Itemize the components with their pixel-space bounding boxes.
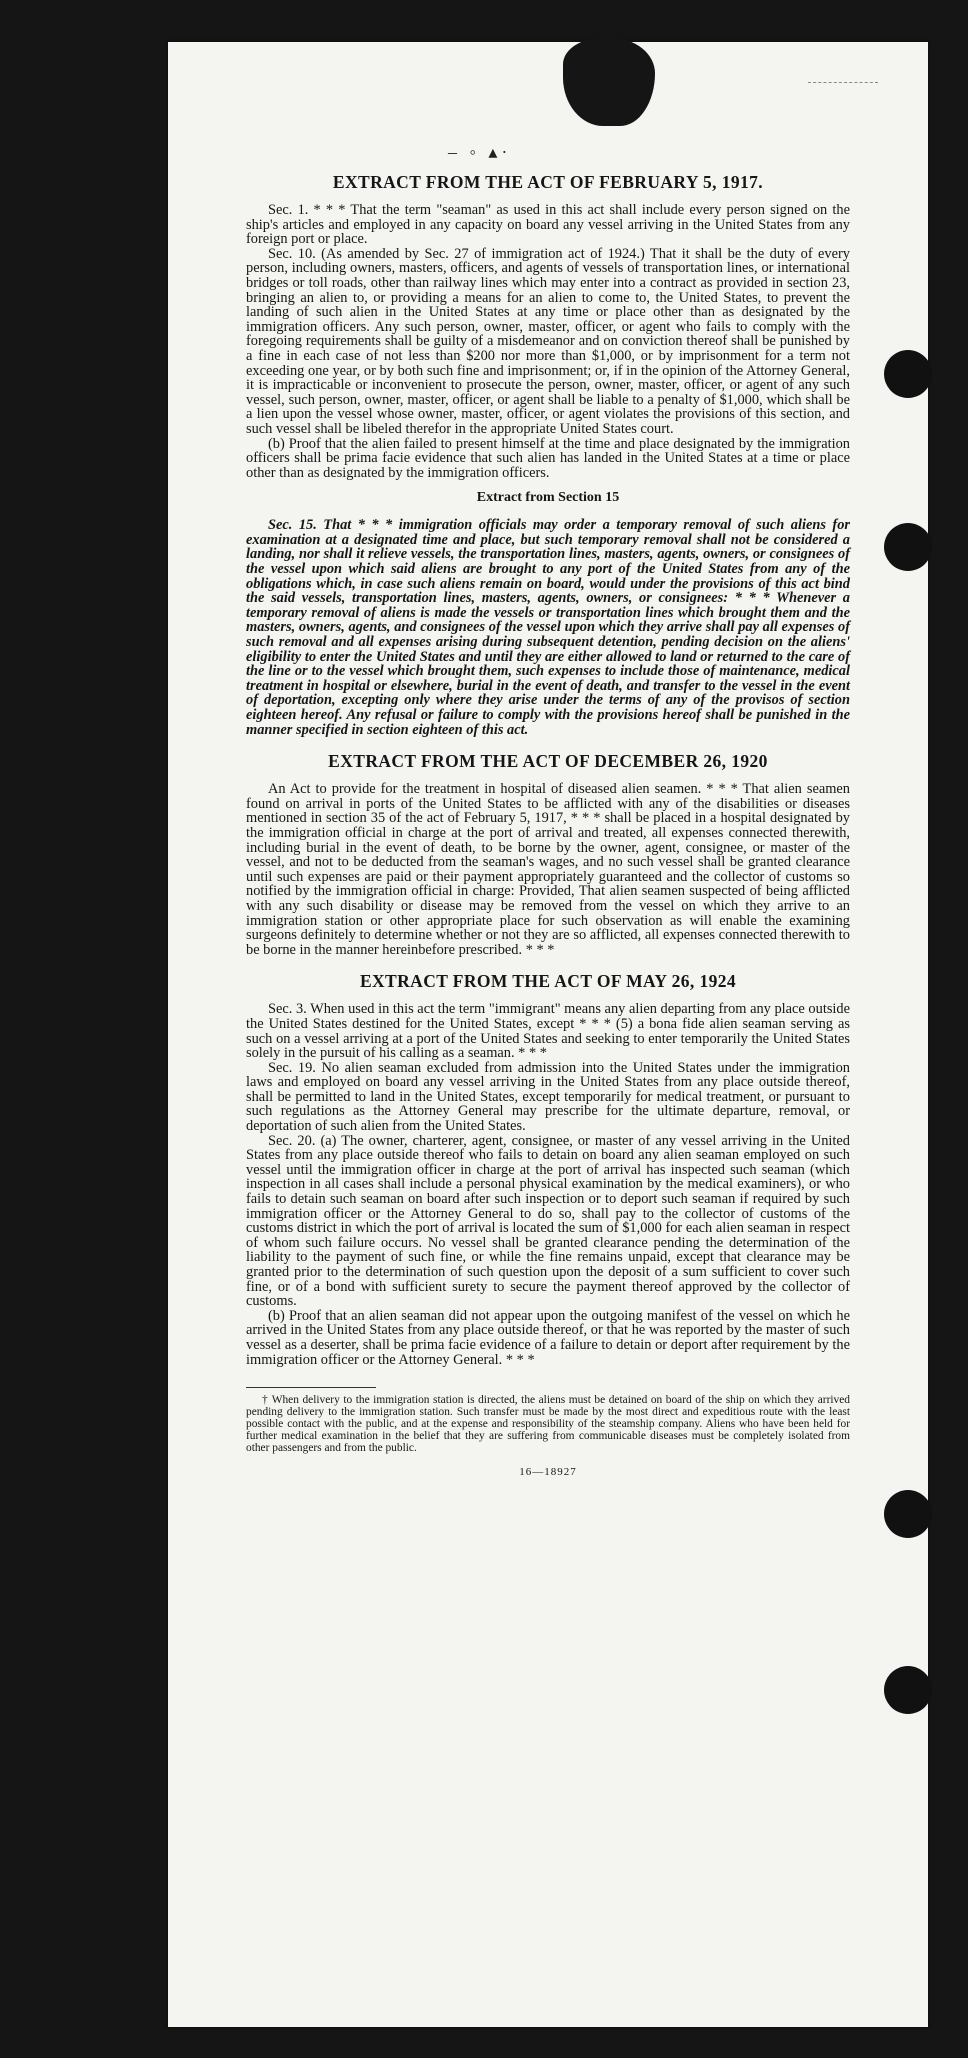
document-page [168,42,928,2027]
paragraph: Sec. 10. (As amended by Sec. 27 of immigration act of 1924.) That it shall be the duty of every person, including owners, masters, officers, and agents of vessels of transportation lines, or international bridges or toll roads, other than railway lines which may enter into a contract as provided in section 23, bringing an alien to, or providing a means for an alien to come to, the United States, to prevent the landing of such alien in the United States at any time or place other than as designated by the immigration officers. Any such person, owner, master, officer, or agent who fails to comply with the foregoing requirements shall be guilty of a misdemeanor and on conviction thereof shall be punished by a fine in each case of not less than $200 nor more than $1,000, or by imprisonment for a term not exceeding one year, or by both such fine and imprisonment; or, if in the opinion of the Attorney General, it is impracticable or inconvenient to prosecute the person, owner, master, officer, or agent of any such vessel, such person, owner, master, officer, or agent shall be liable to a penalty of $1,000, which shall be a lien upon the vessel whose owner, master, officer, or agent violates the provisions of this section, and such vessel shall be libeled therefor in the appropriate United States court. [246,245,850,437]
punch-hole [884,1666,932,1714]
document-body [246,172,850,1478]
section-heading: EXTRACT FROM THE ACT OF DECEMBER 26, 1920 [328,751,768,772]
section-heading: EXTRACT FROM THE ACT OF MAY 26, 1924 [359,971,737,992]
footnote: † When delivery to the immigration station is directed, the aliens must be detained on board of the ship on which they arrived pending delivery to the immigration station. Such transfer must be made by the most direct and expeditious route with the least possible contact with the public, and at the expense and responsibility of the steamship company. Aliens who have been held for further medical examination in the belief that they are suffering from communicable diseases must be completely isolated from other passengers and from the public. [246,1394,850,1455]
section-heading: EXTRACT FROM THE ACT OF FEBRUARY 5, 1917. [332,172,764,192]
section-subheading: Extract from Section 15 [476,490,620,506]
pencil-mark [808,82,878,83]
punch-hole [884,1490,932,1538]
punch-hole [884,523,932,571]
paragraph: Sec. 3. When used in this act the term "immigrant" means any alien departing from any place outside the United States destined for the United States, except * * * (5) a bona fide alien seaman serving as such on a vessel arriving at a port of the United States and seeking to enter temporarily the United States solely in the pursuit of his calling as a seaman. * * * [246,1001,850,1062]
ink-smudge: ‒ ◦ ▴· [448,142,512,162]
form-code: 16—18927 [519,1466,577,1479]
italic-paragraph: Sec. 15. That * * * immigration officials may order a temporary removal of such aliens for examination at a designated time and place, but such temporary removal shall not be considered a landing, nor shall it relieve vessels, the transportation lines, masters, agents, owners, or consignees of the vessel upon which said aliens are brought to any port of the United States from any of the obligations which, in case such aliens remain on board, would under the provisions of this act bind the said vessels, transportation lines, masters, agents, owners, or consignees: * * * Whenever a temporary removal of aliens is made the vessels or transportation lines which brought them and the masters, owners, agents, and consignees of the vessel upon which they arrive shall pay all expenses of such removal and all expenses arising during subsequent detention, pending decision on the aliens' eligibility to enter the United States and until they are either allowed to land or returned to the care of the line or to the vessel which brought them, such expenses to include those of maintenance, medical treatment in hospital or elsewhere, burial in the event of death, and transfer to the vessel in the event of deportation, excepting only where they arise under the terms of any of the provisos of section eighteen hereof. Any refusal or failure to comply with the provisions hereof shall be punished in the manner specified in section eighteen of this act. [246,517,850,738]
paragraph: Sec. 19. No alien seaman excluded from admission into the United States under the immigration laws and employed on board any vessel arriving in the United States from any place outside thereof, shall be permitted to land in the United States, except temporarily for medical treatment, or pursuant to such regulations as the Attorney General may prescribe for the ultimate departure, removal, or deportation of such alien from the United States. [246,1059,850,1135]
punch-hole [884,350,932,398]
paragraph: (b) Proof that the alien failed to present himself at the time and place designated by the immigration officers shall be prima facie evidence that such alien has landed in the United States at a time or place other than as designated by the immigration officers. [246,435,850,481]
paragraph: An Act to provide for the treatment in hospital of diseased alien seamen. * * * That alien seamen found on arrival in ports of the United States to be afflicted with any of the disabilities or diseases mentioned in section 35 of the act of February 5, 1917, * * * shall be placed in a hospital designated by the immigration official in charge at the port of arrival and treated, all expenses connected therewith, including burial in the event of death, to be borne by the owner, agent, consignee, or master of the vessel, and not to be deducted from the seaman's wages, and no such vessel shall be granted clearance until such expenses are paid or their payment appropriately guaranteed and the collector of customs so notified by the immigration official in charge: Provided, That alien seamen suspected of being afflicted with any such disability or disease may be removed from the vessel on which they arrive to an immigration station or other appropriate place for such observation as will enable the examining surgeons definitely to determine whether or not they are so afflicted, all expenses connected therewith to be borne in the manner hereinbefore prescribed. * * * [246,781,850,958]
paragraph: Sec. 1. * * * That the term "seaman" as used in this act shall include every person signed on the ship's articles and employed in any capacity on board any vessel arriving in the United States from any foreign port or place. [246,202,850,248]
footnote-rule [246,1387,376,1388]
paragraph: (b) Proof that an alien seaman did not appear upon the outgoing manifest of the vessel on which he arrived in the United States from any place outside thereof, or that he was reported by the master of such vessel as a deserter, shall be prima facie evidence of a failure to detain or deport after requirement by the immigration officer or the Attorney General. * * * [246,1307,850,1368]
paragraph: Sec. 20. (a) The owner, charterer, agent, consignee, or master of any vessel arriving in the United States from any place outside thereof who fails to detain on board any alien seaman employed on such vessel until the immigration officer in charge at the port of arrival has inspected such seaman (which inspection in all cases shall include a personal physical examination by the medical examiners), or who fails to detain such seaman on board after such inspection or to deport such seaman if required by such immigration officer or the Attorney General to do so, shall pay to the collector of customs of the customs district in which the port of arrival is located the sum of $1,000 for each alien seaman in respect of whom such failure occurs. No vessel shall be granted clearance pending the determination of the liability to the payment of such fine, or while the fine remains unpaid, except that clearance may be granted prior to the determination of such question upon the deposit of a sum sufficient to cover such fine, or of a bond with sufficient surety to secure the payment thereof approved by the collector of customs. [246,1132,850,1310]
torn-notch [563,38,655,126]
